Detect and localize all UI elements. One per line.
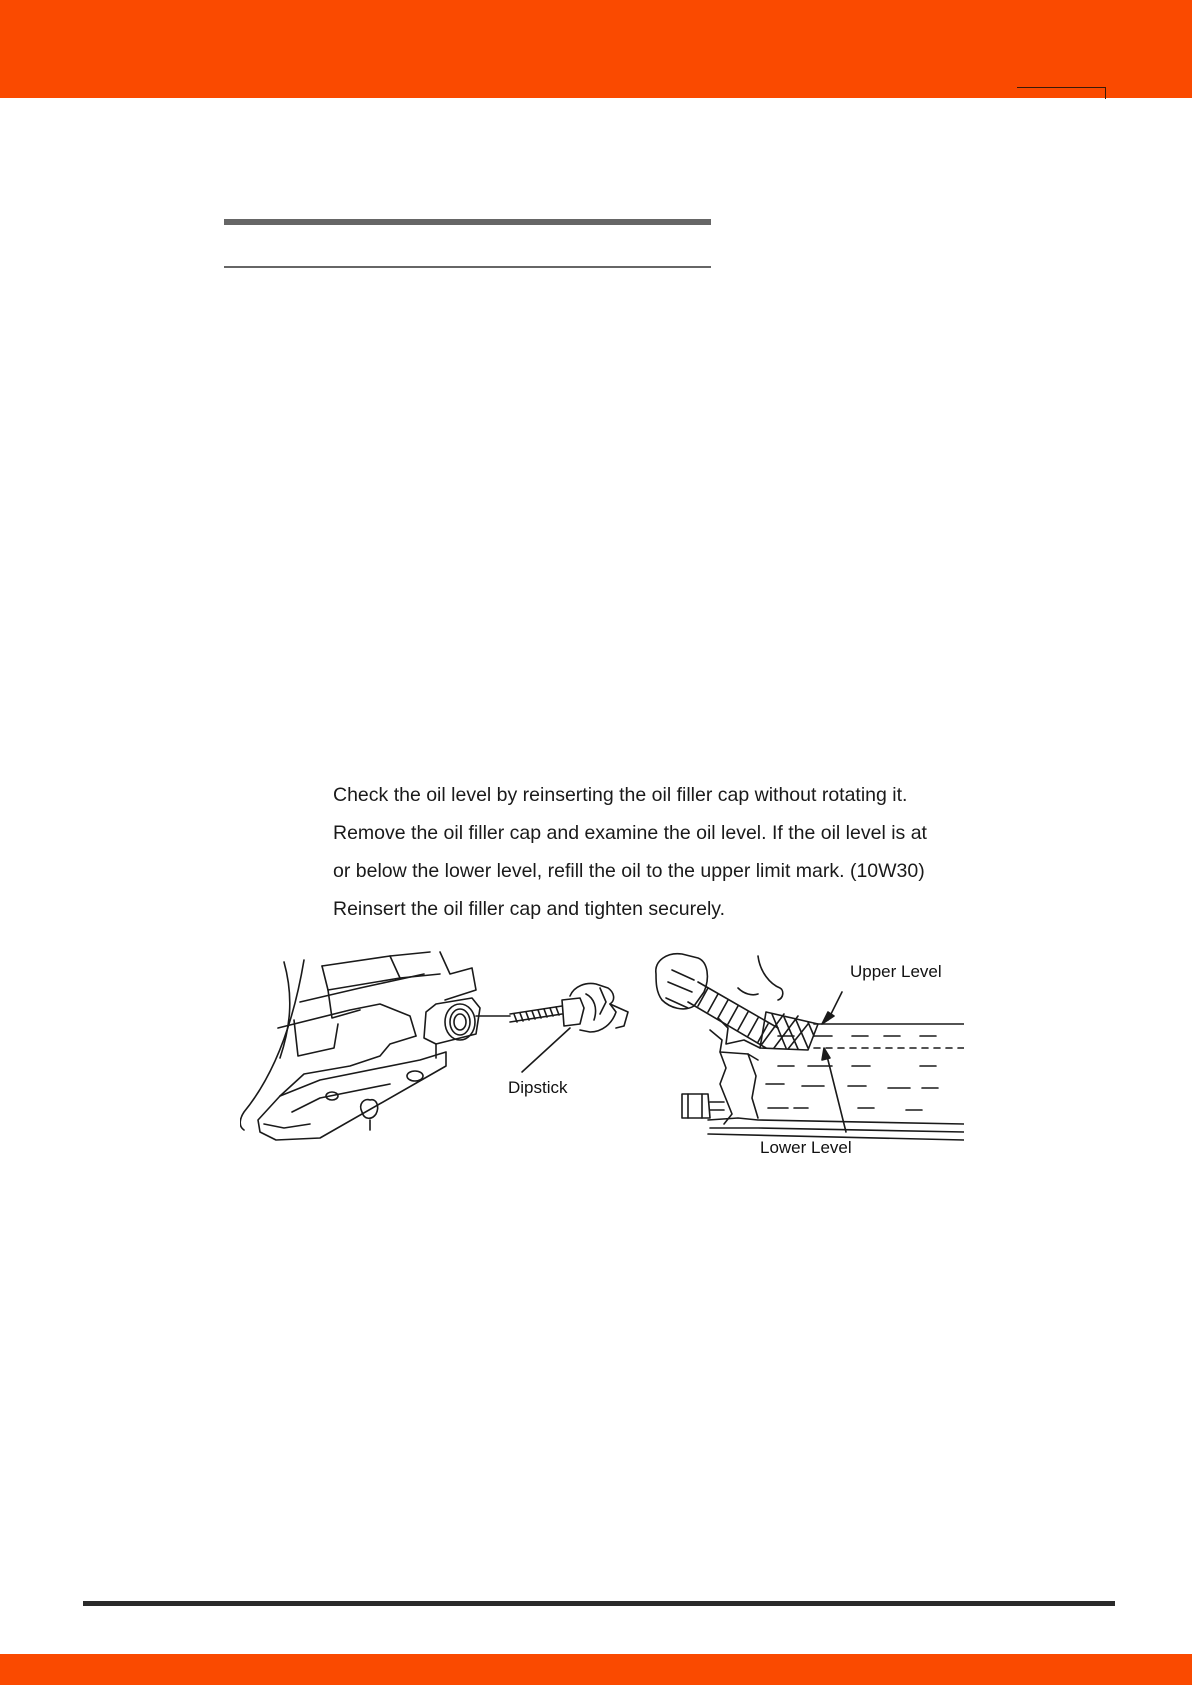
figure-oil-levels <box>648 948 964 1162</box>
instruction-line-1: Check the oil level by reinserting the oil filler cap without rotating it. <box>333 784 908 806</box>
header-tab-marker <box>1017 87 1106 99</box>
dipstick-label: Dipstick <box>508 1078 568 1097</box>
figure-dipstick <box>240 948 650 1160</box>
instruction-line-3: or below the lower level, refill the oil to the upper limit mark. (10W30) <box>333 860 925 882</box>
footer-rule <box>83 1601 1115 1606</box>
lower-level-label: Lower Level <box>760 1138 852 1157</box>
instruction-text <box>333 776 973 928</box>
instruction-line-2: Remove the oil filler cap and examine the oil level. If the oil level is at <box>333 822 927 844</box>
section-rule-thin <box>224 266 711 268</box>
upper-level-label: Upper Level <box>850 962 942 981</box>
section-rule-thick <box>224 219 711 225</box>
header-band <box>0 0 1192 98</box>
engine-dipstick-illustration <box>240 948 650 1160</box>
instruction-line-4: Reinsert the oil filler cap and tighten securely. <box>333 898 726 920</box>
footer-band <box>0 1654 1192 1685</box>
